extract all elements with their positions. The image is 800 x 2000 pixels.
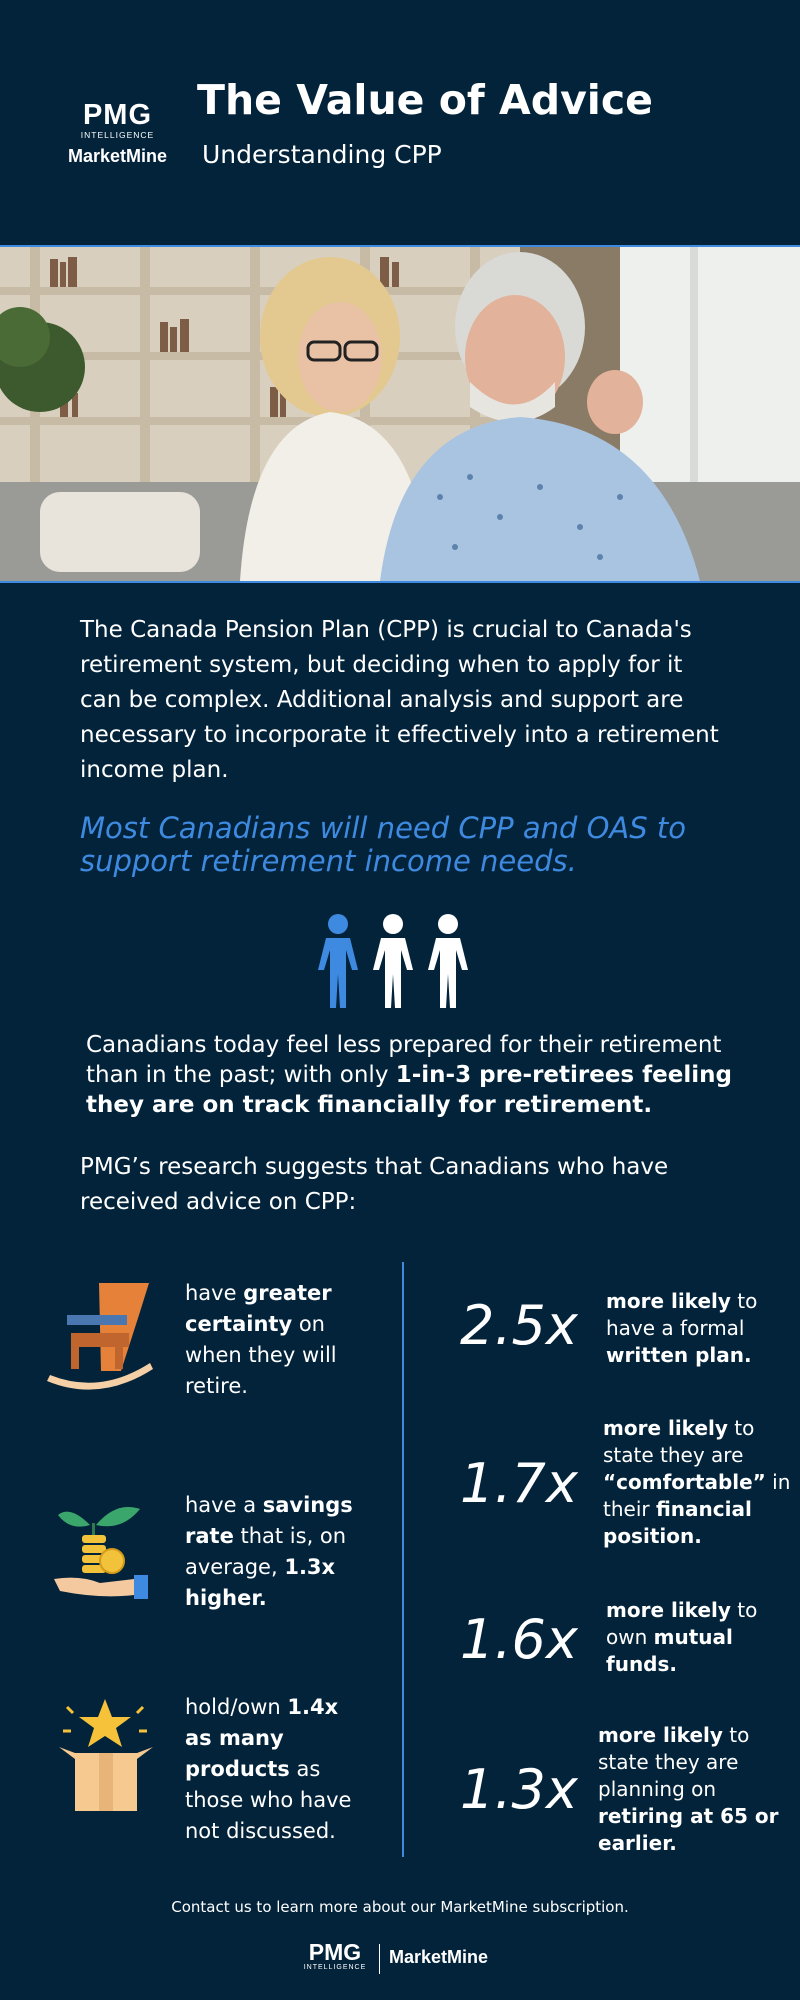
contact-link[interactable]: Contact us to learn more about our MarketMine subscription. [171, 1898, 629, 1916]
benefit-savings-rate: have a savings rate that is, on average, 1.3x higher. [185, 1493, 353, 1610]
stat-text-mutual-funds: more likely to own mutual funds. [606, 1598, 758, 1676]
star-box-icon [55, 1695, 165, 1815]
benefit-certainty: have greater certainty on when they will retire. [185, 1281, 337, 1398]
preparedness-highlight: 1-in-3 pre-retirees feeling they are on track financially for retirement. [86, 1062, 732, 1118]
logo-intelligence: INTELLIGENCE [80, 130, 155, 140]
footer-logo-marketmine: MarketMine [389, 1947, 489, 1967]
lead-heading: Most Canadians will need CPP and OAS to support retirement income needs. [80, 811, 686, 878]
page-subtitle: Understanding CPP [202, 140, 442, 169]
person-icon-highlighted [318, 914, 358, 1008]
stat-value-mutual-funds: 1.6x [460, 1608, 578, 1671]
column-divider [402, 1262, 404, 1857]
stat-text-retire-65: more likely to state they are planning on retiring at 65 or earlier. [598, 1723, 779, 1855]
person-icon [428, 914, 468, 1008]
person-icon [373, 914, 413, 1008]
logo-pmg: PMG [82, 99, 153, 131]
header [0, 0, 800, 245]
savings-plant-hand-icon [50, 1495, 160, 1615]
footer-logo-intelligence: INTELLIGENCE [303, 1964, 367, 1971]
couple-photo-illustration [0, 247, 800, 581]
footer-logo [300, 1940, 500, 1980]
logo-marketmine: MarketMine [67, 146, 168, 166]
rocking-chair-icon [45, 1275, 155, 1395]
stat-value-written-plan: 2.5x [460, 1294, 578, 1357]
footer-logo-pmg: PMG [308, 1939, 362, 1965]
stat-value-retire-65: 1.3x [460, 1758, 578, 1821]
people-icon-group [310, 912, 480, 1012]
research-intro: PMG’s research suggests that Canadians who have received advice on CPP: [80, 1154, 669, 1215]
stat-text-comfortable: more likely to state they are “comfortable” in their financial position. [603, 1416, 791, 1548]
intro-paragraph: The Canada Pension Plan (CPP) is crucial to Canada's retirement system, but deciding when to apply for it can be complex. Additional analysis and support are necessary to incorporate it effectively into a retirement income plan. [80, 617, 719, 783]
pmg-marketmine-logo [55, 100, 180, 169]
page-title: The Value of Advice [197, 76, 653, 124]
preparedness-text: Canadians today feel less prepared for their retirement than in the past; with only 1-in-3 pre-retirees feeling they are on track financially for retirement. [86, 1032, 732, 1118]
benefit-products: hold/own 1.4x as many products as those who have not discussed. [185, 1695, 352, 1843]
stat-text-written-plan: more likely to have a formal written plan. [606, 1289, 758, 1367]
footer-logo-separator [379, 1944, 380, 1974]
hero-photo [0, 245, 800, 583]
stat-value-comfortable: 1.7x [460, 1452, 578, 1515]
